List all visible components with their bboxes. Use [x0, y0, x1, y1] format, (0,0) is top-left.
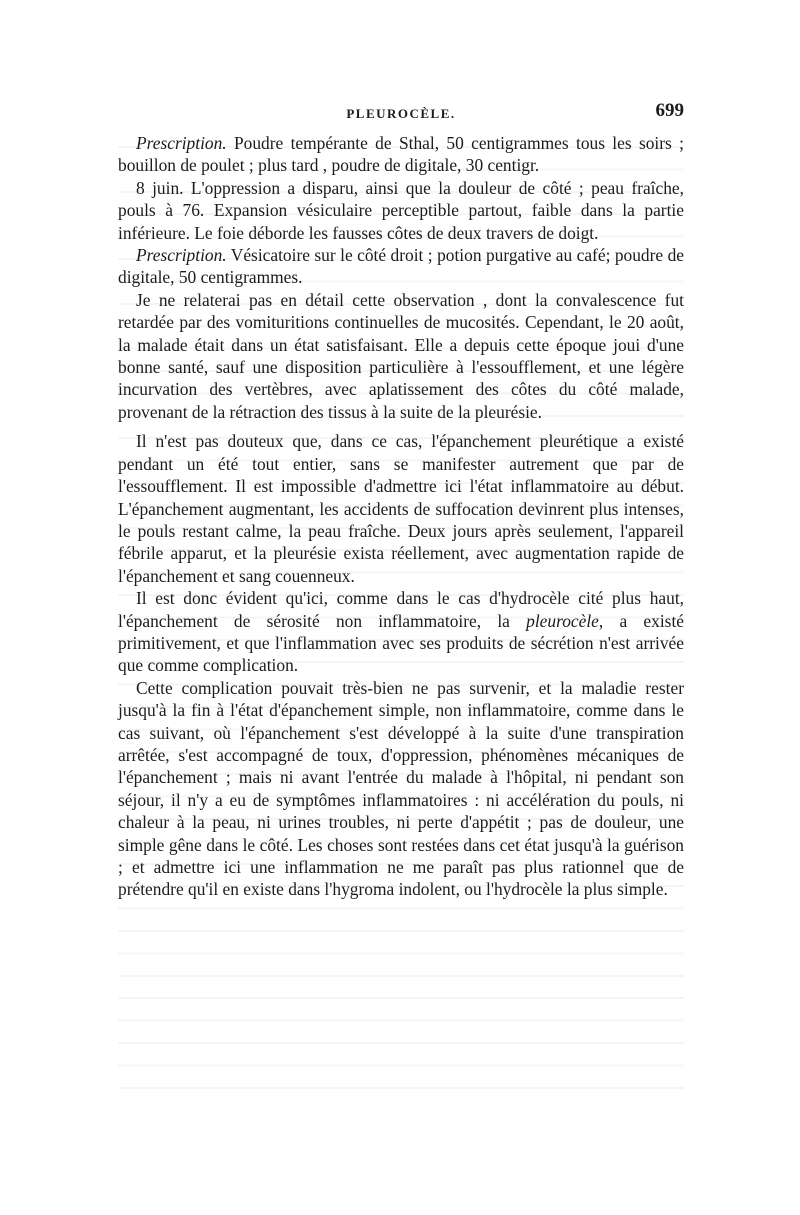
- paragraph-convalescence: [118, 289, 684, 423]
- paragraph-text: 8 juin. L'oppression a disparu, ainsi que la douleur de côté ; peau fraîche, pouls à 76. Expansion vésiculaire perceptible partout, faible dans la partie inférieure. Le foie déborde les fausses côtes de deux travers de doigt.: [118, 177, 684, 243]
- paragraph-text: Je ne relaterai pas en détail cette observation , dont la convalescence fut retardée par des vomituritions continuelles de mucosités. Cependant, le 20 août, la malade était dans un état satisfaisant. Elle a depuis cette époque joui d'une bonne santé, sauf une disposition particulière à l'essoufflement, et une légère incurvation des vertèbres, avec aplatissement des côtes du côté malade, provenant de la rétraction des tissus à la suite de la pleurésie.: [118, 289, 684, 422]
- paragraph-text: Il est donc évident qu'ici, comme dans le cas d'hydrocèle cité plus haut, l'épanchement de sérosité non inflammatoire, la: [118, 588, 684, 631]
- paragraph-discussion-3: [118, 677, 684, 901]
- page-number: 699: [655, 100, 684, 121]
- body-text: [118, 132, 684, 901]
- paragraph-text: Il n'est pas douteux que, dans ce cas, l'épanchement pleurétique a existé pendant un été tout entier, sans se manifester autrement que par de l'essoufflement. Il est impossible d'admettre ici l'état inflammatoire au début. L'épanchement augmentant, les accidents de suffocation devinrent plus intenses, le pouls restant calme, la peau fraîche. Deux jours après seulement, l'appareil fébrile apparut, et la pleurésie exista réellement, avec augmentation rapide de l'épanchement et sang couenneux.: [118, 431, 684, 586]
- paragraph-prescription-2: [118, 244, 684, 289]
- paragraph-text: Cette complication pouvait très-bien ne pas survenir, et la maladie rester jusqu'à la fin à l'état d'épanchement simple, non inflammatoire, comme dans le cas suivant, où l'épanchement s'est développé à la suite d'une transpiration arrêtée, s'est accompagné de toux, d'oppression, phénomènes mécaniques de l'épanchement ; mais ni avant l'entrée du malade à l'hôpital, ni pendant son séjour, il n'y a eu de symptômes inflammatoires : ni accélération du pouls, ni chaleur à la peau, ni urines troubles, ni perte d'appétit ; pas de douleur, une simple gêne dans le côté. Les choses sont restées dans cet état jusqu'à la guérison ; et admettre ici une inflammation ne me paraît pas plus rationnel que de prétendre qu'il en existe dans l'hygroma indolent, ou l'hydrocèle la plus simple.: [118, 677, 684, 900]
- paragraph-discussion-1: [118, 430, 684, 587]
- pleurocele-term: pleurocèle: [526, 610, 599, 631]
- running-head: [118, 100, 684, 130]
- paragraph-text: Vésicatoire sur le côté droit ; potion purgative au café; poudre de digitale, 50 centigrammes.: [118, 245, 684, 288]
- prescription-label: Prescription.: [136, 245, 227, 266]
- paragraph-text: , a existé primitivement, et que l'inflammation avec ses produits de sécrétion n'est arrivée que comme complication.: [118, 610, 684, 676]
- running-head-title: PLEUROCÈLE.: [346, 106, 456, 121]
- paragraph-discussion-2: [118, 587, 684, 677]
- paragraph-text: Poudre tempérante de Sthal, 50 centigrammes tous les soirs ; bouillon de poulet ; plus tard , poudre de digitale, 30 centigr.: [118, 133, 684, 176]
- paragraph-june-8: [118, 177, 684, 244]
- prescription-label: Prescription.: [136, 133, 227, 153]
- paragraph-prescription-1: [118, 132, 684, 177]
